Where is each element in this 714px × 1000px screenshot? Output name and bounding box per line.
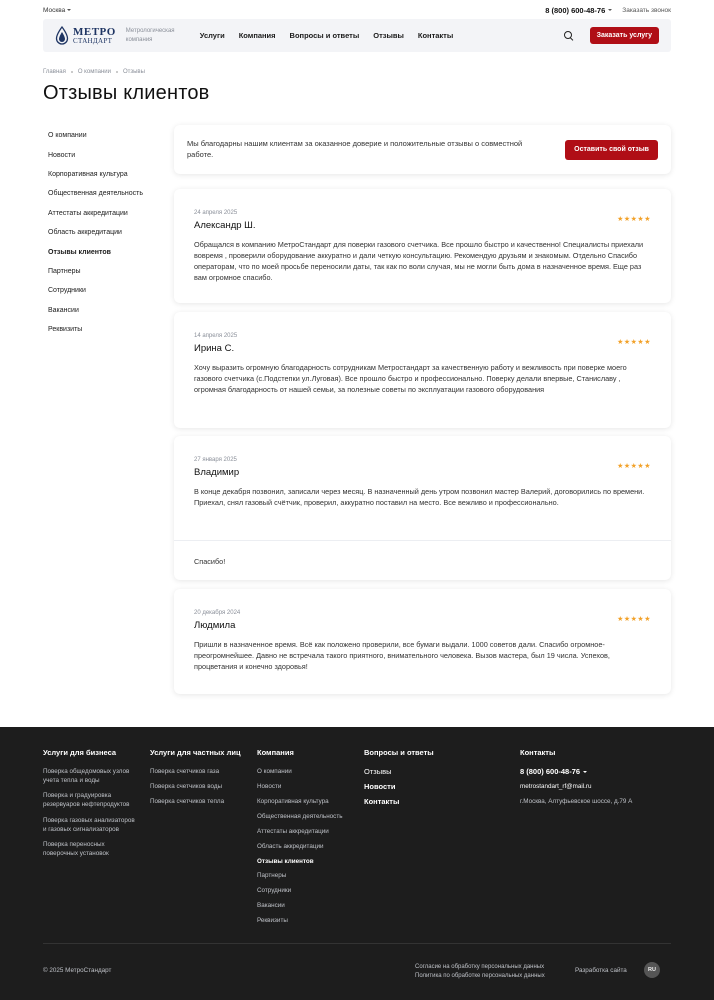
review-text: В конце декабря позвонил, записали через месяц. В назначенный день утром позвонил мастер Валерий, договорились по времени. Приехал, снял газовый счётчик, проверил, аккуратно поставил на место. Все вежливо и профессионально.	[194, 487, 645, 507]
breadcrumb-current: Отзывы	[122, 69, 145, 75]
main-nav	[200, 31, 453, 40]
callback-link[interactable]: Заказать звонок	[622, 6, 671, 14]
footer-link[interactable]: Поверка счетчиков тепла	[150, 798, 225, 806]
sidebar-item-public-activity[interactable]: Общественная деятельность	[48, 190, 144, 198]
rating-stars: ★★★★★	[617, 616, 651, 623]
nav-company[interactable]: Компания	[238, 31, 276, 40]
review-card	[174, 189, 671, 303]
logo-line1: МЕТРО	[73, 25, 116, 38]
footer-heading: Компания	[257, 748, 294, 757]
logo-line2: СТАНДАРТ	[73, 36, 113, 45]
sidebar-item-certificates[interactable]: Аттестаты аккредитации	[48, 209, 128, 217]
footer-link[interactable]: Отзывы	[364, 767, 392, 776]
footer-link[interactable]: Реквизиты	[257, 917, 288, 925]
breadcrumb-company[interactable]: О компании	[77, 69, 111, 75]
nav-faq[interactable]: Вопросы и ответы	[289, 31, 360, 40]
footer-phone-number[interactable]: 8 (800) 600-48-76	[520, 767, 581, 776]
sidebar-item-staff[interactable]: Сотрудники	[48, 287, 86, 295]
footer-heading: Контакты	[520, 748, 556, 757]
privacy-policy-link[interactable]: Политика по обработке персональных данных	[415, 973, 545, 980]
sidebar	[48, 126, 168, 339]
review-text: Хочу выразить огромную благодарность сотрудникам Метростандарт за качественную работу и вежливость при поверке моего газового счетчика (с.Подстепки ул.Луговая). Все прошло быстро и профессионально. Поверку делали впервые, Станиславу , огромная благодарность от нашей семьи, за полезные советы по эксплуатации газового оборудования	[194, 363, 627, 394]
review-date: 27 января 2025	[194, 457, 237, 463]
footer-link[interactable]: Новости	[364, 782, 396, 791]
footer-link[interactable]: О компании	[257, 768, 292, 775]
drop-logo-icon	[55, 26, 69, 46]
footer-legal	[415, 963, 545, 982]
divider	[174, 540, 671, 541]
footer-heading: Услуги для бизнеса	[43, 748, 117, 757]
site-header	[43, 19, 671, 52]
sidebar-item-requisites[interactable]: Реквизиты	[48, 326, 83, 334]
intro-card	[174, 125, 671, 174]
page-title: Отзывы клиентов	[43, 82, 210, 104]
intro-text: Мы благодарны нашим клиентам за оказанное доверие и положительные отзывы о совместной работе.	[187, 138, 523, 159]
rating-stars: ★★★★★	[617, 463, 651, 470]
consent-link[interactable]: Согласие на обработку персональных данных	[415, 964, 545, 970]
sidebar-item-accreditation-scope[interactable]: Область аккредитации	[48, 229, 122, 237]
chevron-down-icon	[583, 771, 587, 773]
footer-address: г.Москва, Алтуфьевское шоссе, д.79 А	[520, 798, 633, 806]
footer-link[interactable]: Контакты	[364, 797, 400, 806]
sidebar-item-culture[interactable]: Корпоративная культура	[48, 170, 128, 178]
footer-link-active[interactable]: Отзывы клиентов	[257, 857, 314, 865]
footer-divider	[43, 943, 671, 944]
breadcrumb-home[interactable]: Главная	[43, 69, 66, 75]
footer-contacts-column	[520, 748, 670, 812]
footer-heading: Услуги для частных лиц	[150, 748, 241, 757]
language-badge[interactable]: RU	[644, 962, 660, 978]
footer-link[interactable]: Аттестаты аккредитации	[257, 827, 329, 835]
leave-review-button[interactable]: Оставить свой отзыв	[565, 140, 658, 160]
footer-private-column	[150, 748, 250, 812]
footer-business-column	[43, 748, 138, 864]
footer-link[interactable]: Поверка и градуировка резервуаров нефтепродуктов	[43, 792, 130, 809]
logo[interactable]	[55, 26, 116, 46]
review-author: Владимир	[194, 467, 240, 478]
search-icon[interactable]	[564, 31, 574, 41]
review-text: Обращался в компанию МетроСтандарт для поверки газового счетчика. Все прошло быстро и качественно! Специалисты приехали вовремя , проверили оборудование аккуратно и дали четкую консультацию. Рекомендую друзьям и знакомым. Отдельно Спасибо операторам, что по моей просьбе переносили даты, так как по воли случая, мы не могли быть дома в назначенное время. Еще раз вам огромное спасибо.	[194, 240, 644, 282]
footer-company-column	[257, 748, 357, 931]
logo-subtitle: Метрологическая компания	[125, 28, 175, 43]
phone-link[interactable]	[545, 6, 612, 15]
city-selector[interactable]	[43, 7, 71, 14]
rating-stars: ★★★★★	[617, 339, 651, 346]
sidebar-item-reviews[interactable]: Отзывы клиентов	[48, 248, 111, 256]
footer-email[interactable]: metrostandart_rf@mail.ru	[520, 783, 592, 790]
nav-services[interactable]: Услуги	[199, 31, 225, 40]
nav-contacts[interactable]: Контакты	[417, 31, 454, 40]
footer-link[interactable]: Поверка газовых анализаторов и газовых сигнализаторов	[43, 816, 135, 833]
review-date: 14 апреля 2025	[194, 333, 238, 339]
review-date: 20 декабря 2024	[194, 610, 241, 616]
sidebar-item-partners[interactable]: Партнеры	[48, 267, 81, 275]
site-footer	[0, 727, 714, 1000]
review-author: Людмила	[194, 620, 236, 631]
order-service-button[interactable]: Заказать услугу	[590, 27, 659, 44]
chevron-down-icon	[67, 9, 71, 11]
footer-link[interactable]: Поверка счетчиков газа	[150, 768, 220, 775]
developer-credit[interactable]: Разработка сайта	[575, 967, 627, 974]
chevron-down-icon	[608, 9, 612, 11]
breadcrumb	[43, 69, 145, 75]
review-card	[174, 312, 671, 428]
review-author: Александр Ш.	[194, 220, 256, 231]
review-author: Ирина С.	[194, 343, 235, 354]
footer-link[interactable]: Поверка переносных поверочных установок	[43, 840, 109, 857]
footer-link[interactable]: Сотрудники	[257, 887, 292, 895]
footer-link[interactable]: Корпоративная культура	[257, 797, 329, 805]
footer-phone[interactable]	[520, 767, 670, 776]
sidebar-item-news[interactable]: Новости	[48, 151, 76, 159]
sidebar-item-vacancies[interactable]: Вакансии	[48, 306, 79, 314]
phone-number[interactable]: 8 (800) 600-48-76	[545, 5, 606, 15]
footer-link[interactable]: Поверка общедомовых узлов учета тепла и воды	[43, 768, 130, 785]
sidebar-item-about[interactable]: О компании	[48, 132, 87, 140]
footer-faq-column	[364, 748, 474, 812]
review-extra-text: Спасибо!	[194, 557, 226, 566]
footer-link[interactable]: Партнеры	[257, 872, 287, 880]
review-text: Пришли в назначенное время. Всё как положено проверили, все бумаги выдали. 1000 советов дали. Спасибо огромное-преогромнейшее. Давно не встречала такого приятного, внимательного человека. Вызов мастера, был 19 числа. Успехов, процветания и конечно здоровья!	[194, 640, 610, 671]
city-label[interactable]: Москва	[43, 6, 66, 14]
footer-link[interactable]: Вакансии	[257, 902, 285, 910]
rating-stars: ★★★★★	[617, 216, 651, 223]
breadcrumb-separator	[71, 71, 73, 73]
review-card	[174, 436, 671, 580]
footer-link[interactable]: Общественная деятельность	[257, 812, 343, 820]
footer-heading[interactable]: Вопросы и ответы	[364, 748, 434, 757]
breadcrumb-separator	[116, 71, 118, 73]
nav-reviews[interactable]: Отзывы	[373, 31, 404, 40]
top-bar	[43, 5, 671, 15]
footer-link[interactable]: Новости	[257, 782, 282, 790]
review-date: 24 апреля 2025	[194, 210, 238, 216]
review-card	[174, 589, 671, 694]
copyright: © 2025 МетроСтандарт	[43, 967, 112, 974]
footer-link[interactable]: Поверка счетчиков воды	[150, 783, 223, 791]
footer-link[interactable]: Область аккредитации	[257, 842, 324, 850]
